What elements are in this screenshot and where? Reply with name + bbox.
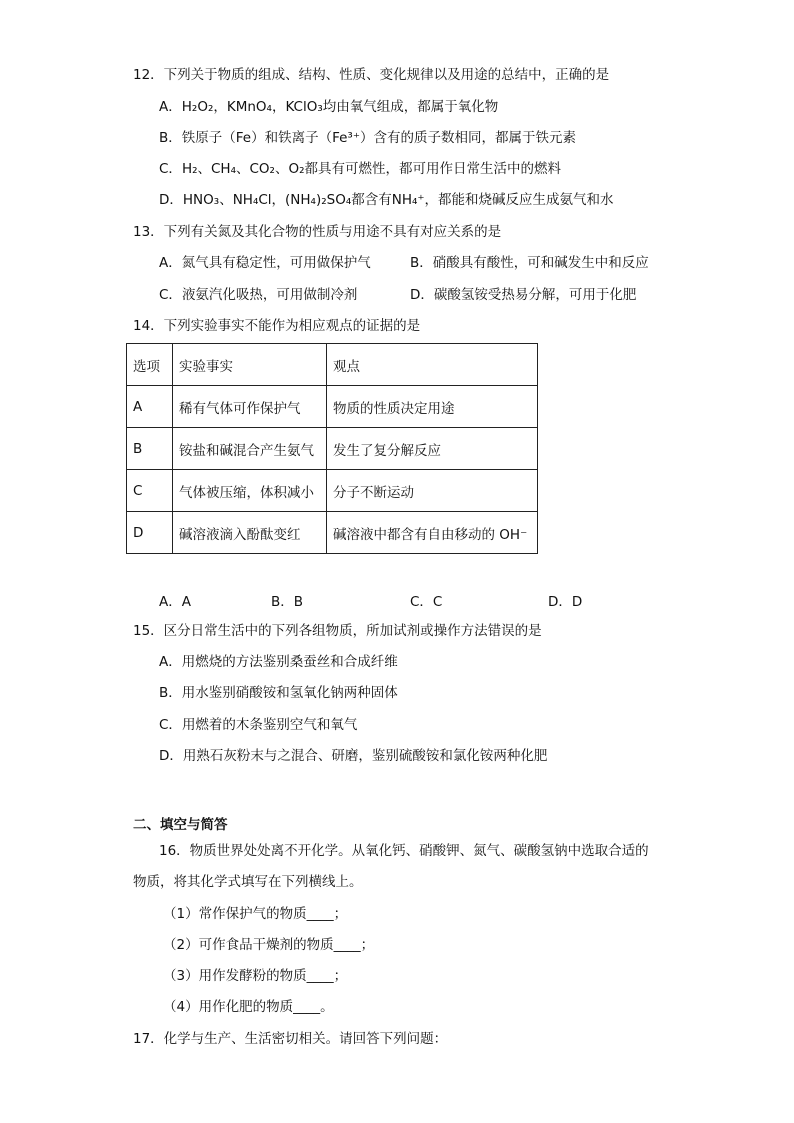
option-text: 铁原子（Fe）和铁离子（Fe³⁺）含有的质子数相同，都属于铁元素 [181,130,576,146]
option-text: 氮气具有稳定性，可用做保护气 [181,255,371,271]
option-text: 硝酸具有酸性，可和碱发生中和反应 [432,255,649,271]
table-row [127,512,538,554]
option-label: C． [159,161,182,177]
table-header-cell: 选项 [127,344,173,386]
q15-option-d[interactable] [159,747,547,765]
option-label: A． [159,99,182,115]
option-label: D． [410,287,434,303]
option-text: H₂、CH₄、CO₂、O₂都具有可燃性，都可用作日常生活中的燃料 [181,161,561,177]
table-cell: B [127,428,173,470]
option-label: A． [159,255,182,271]
option-label: B． [410,255,433,271]
q16-item-4[interactable]: （4）用作化肥的物质____。 [163,999,334,1015]
option-label: D． [159,748,183,764]
q14-answer-a[interactable]: A．A [159,594,191,610]
table-cell: A [127,386,173,428]
q16-stem-line1: 16．物质世界处处离不开化学。从氧化钙、硝酸钾、氮气、碳酸氢钠中选取合适的 [159,843,649,859]
table-cell: C [127,470,173,512]
option-label: A． [159,654,182,670]
option-text: HNO₃、NH₄Cl，(NH₄)₂SO₄都含有NH₄⁺，都能和烧碱反应生成氨气和水 [182,192,614,208]
q12-option-c[interactable] [159,160,561,178]
option-text: H₂O₂，KMnO₄，KClO₃均由氧气组成，都属于氧化物 [181,99,499,115]
q13-option-d[interactable] [410,286,636,304]
table-cell: 物质的性质决定用途 [327,386,538,428]
table-cell: 气体被压缩，体积减小 [173,470,327,512]
table-header-cell: 实验事实 [173,344,327,386]
table-cell: 碱溶液滴入酚酞变红 [173,512,327,554]
q16-stem-line2: 物质，将其化学式填写在下列横线上。 [133,874,363,890]
q13-option-a[interactable] [159,254,371,272]
table-cell: 铵盐和碱混合产生氨气 [173,428,327,470]
table-header-row [127,344,538,386]
option-text: 用燃烧的方法鉴别桑蚕丝和合成纤维 [181,654,398,670]
q15-option-a[interactable] [159,653,398,671]
q12-option-b[interactable] [159,129,576,147]
q13-option-b[interactable] [410,254,649,272]
q16-item-3[interactable]: （3）用作发酵粉的物质____； [163,968,348,984]
section-title: 二、填空与简答 [133,817,228,833]
q12-option-d[interactable] [159,191,614,209]
option-text: 用熟石灰粉末与之混合、研磨，鉴别硫酸铵和氯化铵两种化肥 [182,748,548,764]
option-text: 液氨汽化吸热，可用做制冷剂 [181,287,358,303]
table-cell: 发生了复分解反应 [327,428,538,470]
table-row [127,470,538,512]
option-label: C． [159,287,182,303]
q16-item-2[interactable]: （2）可作食品干燥剂的物质____； [163,937,375,953]
option-label: B． [159,130,182,146]
table-cell: 稀有气体可作保护气 [173,386,327,428]
q12-option-a[interactable] [159,98,498,116]
q14-answer-c[interactable]: C．C [410,594,443,610]
q14-table [126,343,538,554]
option-text: 用燃着的木条鉴别空气和氧气 [181,717,358,733]
option-text: 碳酸氢铵受热易分解，可用于化肥 [433,287,637,303]
option-label: B． [159,685,182,701]
q13-stem: 13．下列有关氮及其化合物的性质与用途不具有对应关系的是 [133,224,502,240]
q15-option-c[interactable] [159,716,357,734]
option-text: 用水鉴别硝酸铵和氢氧化钠两种固体 [181,685,398,701]
q14-answer-b[interactable]: B．B [271,594,304,610]
q13-option-c[interactable] [159,286,357,304]
table-cell: 分子不断运动 [327,470,538,512]
table-cell: D [127,512,173,554]
table-header-cell: 观点 [327,344,538,386]
q16-item-1[interactable]: （1）常作保护气的物质____； [163,906,348,922]
table-cell: 碱溶液中都含有自由移动的 OH⁻ [327,512,538,554]
q12-stem: 12．下列关于物质的组成、结构、性质、变化规律以及用途的总结中，正确的是 [133,67,610,83]
table-row [127,428,538,470]
q14-stem: 14．下列实验事实不能作为相应观点的证据的是 [133,318,421,334]
q17-stem: 17．化学与生产、生活密切相关。请回答下列问题： [133,1031,448,1047]
q14-answer-d[interactable]: D．D [548,594,583,610]
q15-option-b[interactable] [159,684,398,702]
option-label: C． [159,717,182,733]
table-row [127,386,538,428]
option-label: D． [159,192,183,208]
q15-stem: 15．区分日常生活中的下列各组物质，所加试剂或操作方法错误的是 [133,623,542,639]
